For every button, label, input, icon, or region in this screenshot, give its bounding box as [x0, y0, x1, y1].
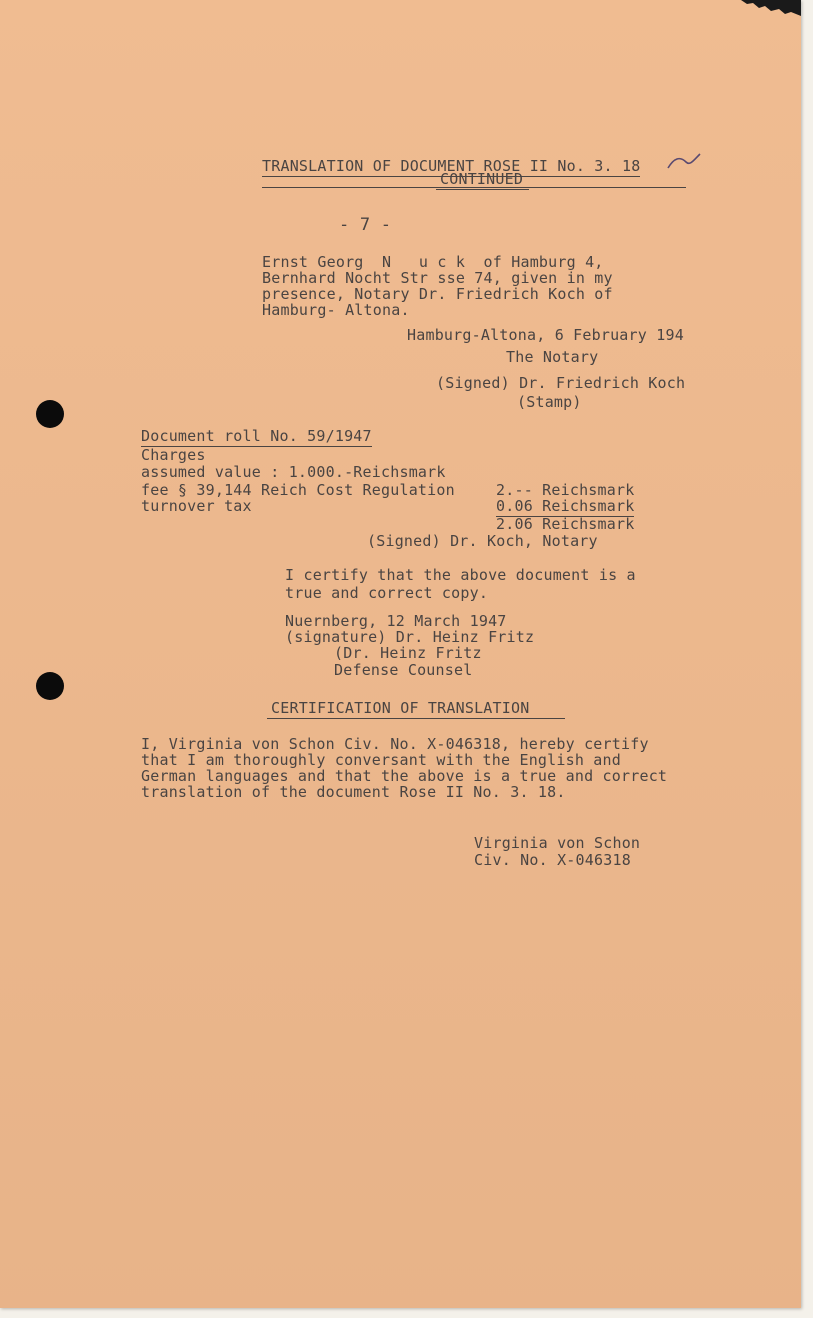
certify-role: Defense Counsel — [334, 661, 473, 679]
notary-role: The Notary — [506, 348, 599, 366]
notary-line-1: Ernst Georg N u c k of Hamburg 4, — [262, 253, 604, 271]
torn-corner — [741, 0, 801, 16]
certify-name: (Dr. Heinz Fritz — [334, 644, 482, 662]
assumed-value: assumed value : 1.000.-Reichsmark — [141, 463, 446, 481]
header-underline — [262, 187, 686, 188]
fee-amount: 2.-- Reichsmark — [496, 481, 635, 499]
charges-label: Charges — [141, 446, 206, 464]
document-subtitle: CONTINUED — [436, 170, 529, 190]
translator-name: Virginia von Schon — [474, 834, 641, 852]
translation-line-1: I, Virginia von Schon Civ. No. X-046318, hereby certify — [141, 735, 649, 753]
punch-hole-top — [36, 400, 64, 428]
notary-signed: (Signed) Dr. Friedrich Koch — [436, 374, 686, 392]
translator-civ-number: Civ. No. X-046318 — [474, 851, 631, 869]
handwritten-mark — [664, 150, 704, 174]
notary-line-2: Bernhard Nocht Str sse 74, given in my — [262, 269, 613, 287]
turnover-amount: 0.06 Reichsmark — [496, 497, 635, 515]
translation-line-4: translation of the document Rose II No. 3. 18. — [141, 783, 566, 801]
total-amount: 2.06 Reichsmark — [496, 515, 635, 533]
notary-place-date: Hamburg-Altona, 6 February 194 — [407, 326, 684, 344]
turnover-label: turnover tax — [141, 497, 252, 515]
fee-label: fee § 39,144 Reich Cost Regulation — [141, 481, 455, 499]
document-title: TRANSLATION OF DOCUMENT ROSE II No. 3. 18 — [262, 157, 641, 175]
translation-cert-heading: CERTIFICATION OF TRANSLATION — [271, 699, 533, 719]
punch-hole-bottom — [36, 672, 64, 700]
certify-line-2: true and correct copy. — [285, 584, 489, 602]
notary-line-3: presence, Notary Dr. Friedrich Koch of — [262, 285, 613, 303]
certify-place-date: Nuernberg, 12 March 1947 — [285, 612, 507, 630]
translation-line-3: German languages and that the above is a true and correct — [141, 767, 668, 785]
document-roll-signed: (Signed) Dr. Koch, Notary — [367, 532, 598, 550]
translation-line-2: that I am thoroughly conversant with the English and — [141, 751, 621, 769]
translation-cert-rule — [267, 718, 565, 719]
notary-stamp: (Stamp) — [517, 393, 582, 411]
page-number: - 7 - — [339, 215, 392, 235]
notary-line-4: Hamburg- Altona. — [262, 301, 410, 319]
certify-line-1: I certify that the above document is a — [285, 566, 636, 584]
document-roll-heading: Document roll No. 59/1947 — [141, 427, 372, 445]
certify-signature: (signature) Dr. Heinz Fritz — [285, 628, 535, 646]
